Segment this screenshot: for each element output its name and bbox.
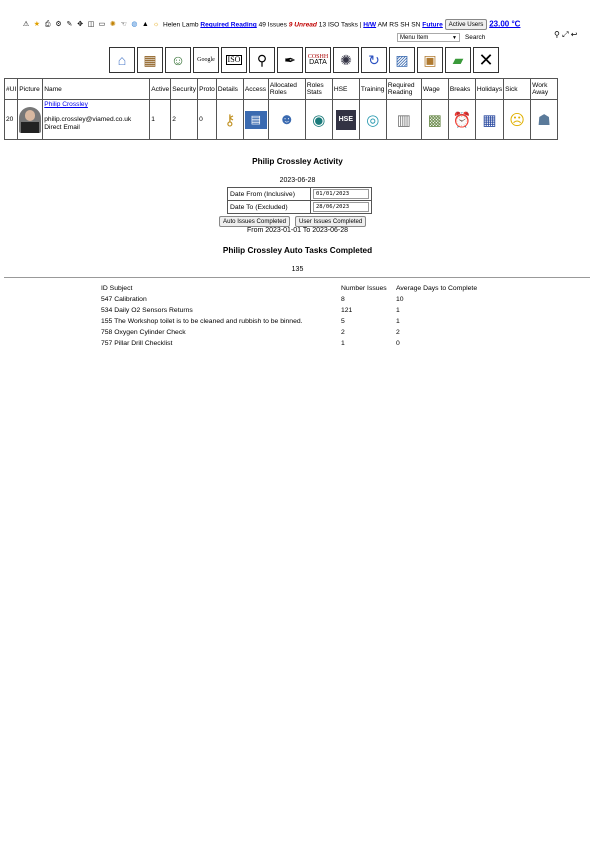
task-avg: 0 bbox=[396, 340, 400, 347]
move-icon[interactable]: ✥ bbox=[77, 20, 84, 28]
google-icon[interactable]: Google bbox=[193, 47, 219, 73]
roles-stats-icon[interactable]: ◉ bbox=[312, 111, 326, 129]
active-users-button[interactable]: Active Users bbox=[445, 19, 488, 30]
window-icon[interactable]: ◫ bbox=[87, 20, 95, 28]
holidays-icon[interactable]: ▦ bbox=[482, 111, 497, 129]
task-issues: 8 bbox=[341, 296, 345, 303]
menu-item-select[interactable] bbox=[397, 33, 460, 42]
divider bbox=[4, 277, 590, 278]
task-avg: 1 bbox=[396, 318, 400, 325]
table-header-row bbox=[5, 79, 558, 100]
security-value: 2 bbox=[171, 100, 198, 140]
col-header: Sick bbox=[504, 79, 531, 100]
user-name: Helen Lamb bbox=[162, 21, 199, 29]
right-tools bbox=[554, 30, 577, 40]
col-header: Breaks bbox=[448, 79, 475, 100]
warning-icon[interactable]: ⚠ bbox=[22, 20, 30, 28]
comment-icon[interactable]: ▭ bbox=[98, 20, 106, 28]
hse-icon[interactable]: HSE bbox=[336, 110, 356, 130]
col-header: Access bbox=[243, 79, 268, 100]
user-id: 20 bbox=[5, 100, 18, 140]
box-icon[interactable]: ▣ bbox=[417, 47, 443, 73]
work-away-icon[interactable]: ☗ bbox=[537, 111, 551, 129]
people-icon[interactable]: ☺ bbox=[165, 47, 191, 73]
staff-table bbox=[4, 78, 558, 140]
sun-icon[interactable]: ☼ bbox=[152, 20, 160, 28]
required-reading-link[interactable]: Required Reading bbox=[200, 21, 257, 29]
task-issues: 121 bbox=[341, 307, 353, 314]
chevron-down-icon: ▼ bbox=[452, 35, 457, 41]
required-reading-icon[interactable]: ▥ bbox=[396, 111, 411, 129]
coshh-icon[interactable]: COSHH DATA bbox=[305, 47, 331, 73]
activity-title: Philip Crossley Activity bbox=[252, 157, 343, 166]
table-row bbox=[5, 100, 558, 140]
range-summary: From 2023-01-01 To 2023-06-28 bbox=[246, 227, 349, 234]
temperature-link[interactable]: 23.00 °C bbox=[489, 19, 521, 29]
col-header: Active bbox=[150, 79, 171, 100]
col-header: Allocated Roles bbox=[268, 79, 305, 100]
date-to-label: Date To (Excluded) bbox=[228, 201, 311, 214]
top-status-bar bbox=[22, 19, 595, 31]
col-header: Security bbox=[171, 79, 198, 100]
tasks-count: 135 bbox=[291, 266, 304, 273]
hazard-icon[interactable]: ✺ bbox=[333, 47, 359, 73]
refresh-icon[interactable]: ↻ bbox=[361, 47, 387, 73]
task-issues: 1 bbox=[341, 340, 345, 347]
edit-icon[interactable]: ✎ bbox=[66, 20, 73, 28]
col-header: Details bbox=[216, 79, 243, 100]
training-icon[interactable]: ◎ bbox=[366, 111, 380, 129]
star-icon[interactable]: ★ bbox=[33, 20, 40, 28]
date-range-form bbox=[227, 187, 372, 214]
auto-issues-button[interactable]: Auto Issues Completed bbox=[219, 216, 290, 227]
col-header: Work Away bbox=[531, 79, 558, 100]
menu-select-value: Menu Item bbox=[400, 35, 429, 41]
task-avg: 1 bbox=[396, 307, 400, 314]
expand-icon[interactable]: ⤢ bbox=[562, 30, 569, 39]
task-avg: 2 bbox=[396, 329, 400, 336]
date-to-input[interactable]: 28/06/2023 bbox=[313, 202, 369, 212]
proto-value: 0 bbox=[198, 100, 217, 140]
allocated-roles-icon[interactable]: ☻ bbox=[278, 111, 295, 128]
chart-icon[interactable]: ▲ bbox=[141, 20, 149, 28]
book-icon[interactable]: ▰ bbox=[445, 47, 471, 73]
access-icon[interactable]: ▤ bbox=[245, 111, 267, 129]
col-header: Picture bbox=[18, 79, 43, 100]
col-header: #UI bbox=[5, 79, 18, 100]
direct-email[interactable]: Direct Email bbox=[44, 123, 80, 131]
close-icon[interactable]: ✕ bbox=[473, 47, 499, 73]
search-link[interactable]: Search bbox=[465, 34, 486, 41]
report-buttons bbox=[219, 216, 369, 227]
settings-icon[interactable]: ⚙ bbox=[55, 20, 62, 28]
col-header: Required Reading bbox=[386, 79, 421, 100]
col-header: Training bbox=[359, 79, 386, 100]
iso-tasks-count: 13 ISO Tasks bbox=[318, 21, 358, 29]
task-subject: 547 Calibration bbox=[101, 296, 147, 303]
avatar bbox=[19, 107, 41, 133]
iso-icon[interactable]: ISO bbox=[221, 47, 247, 73]
separator: | bbox=[359, 21, 362, 29]
details-icon[interactable]: ⚷ bbox=[224, 111, 236, 129]
col-header: Name bbox=[43, 79, 150, 100]
issues-count: 49 Issues bbox=[258, 21, 287, 29]
print-icon[interactable]: ⎙ bbox=[44, 20, 51, 28]
shift-codes: AM RS SH SN bbox=[377, 21, 421, 29]
task-issues: 2 bbox=[341, 329, 345, 336]
hand-icon[interactable]: ☜ bbox=[120, 20, 127, 28]
auto-tasks-title: Philip Crossley Auto Tasks Completed bbox=[222, 246, 373, 255]
home-icon[interactable]: ⌂ bbox=[109, 47, 135, 73]
task-subject: 757 Pillar Drill Checklist bbox=[101, 340, 173, 347]
user-email: philip.crossley@viamed.co.uk bbox=[44, 116, 132, 123]
wage-icon[interactable]: ▩ bbox=[427, 111, 442, 129]
gear-icon[interactable]: ✺ bbox=[109, 20, 116, 28]
date-from-label: Date From (Inclusive) bbox=[228, 188, 311, 201]
col-header-issues: Number Issues bbox=[341, 285, 387, 292]
image-icon[interactable]: ▨ bbox=[389, 47, 415, 73]
future-link[interactable]: Future bbox=[422, 21, 443, 29]
activity-date: 2023-06-28 bbox=[279, 177, 316, 184]
magnifier-icon[interactable]: ⚲ bbox=[249, 47, 275, 73]
icon-toolbar bbox=[109, 47, 501, 75]
task-avg: 10 bbox=[396, 296, 404, 303]
col-header: Roles Stats bbox=[305, 79, 332, 100]
user-issues-button[interactable]: User Issues Completed bbox=[295, 216, 366, 227]
hw-link[interactable]: H/W bbox=[363, 21, 377, 29]
task-subject: 155 The Workshop toilet is to be cleaned and rubbish to be binned. bbox=[101, 318, 303, 325]
globe-icon[interactable]: ◍ bbox=[131, 20, 138, 28]
col-header: HSE bbox=[332, 79, 359, 100]
user-name-link[interactable]: Philip Crossley bbox=[44, 101, 88, 108]
pen-icon[interactable]: ✒ bbox=[277, 47, 303, 73]
sick-icon[interactable]: ☹ bbox=[509, 111, 525, 129]
col-header-subject: ID Subject bbox=[101, 285, 133, 292]
col-header-avg: Average Days to Complete bbox=[396, 285, 478, 292]
col-header: Wage bbox=[421, 79, 448, 100]
date-from-input[interactable]: 01/01/2023 bbox=[313, 189, 369, 199]
back-icon[interactable]: ↩ bbox=[570, 30, 578, 39]
task-issues: 5 bbox=[341, 318, 345, 325]
task-subject: 534 Daily O2 Sensors Returns bbox=[101, 307, 193, 314]
unread-count[interactable]: 9 Unread bbox=[288, 21, 317, 29]
active-value: 1 bbox=[150, 100, 171, 140]
search-icon[interactable]: ⚲ bbox=[554, 30, 560, 39]
col-header: Proto bbox=[198, 79, 217, 100]
task-subject: 758 Oxygen Cylinder Check bbox=[101, 329, 186, 336]
col-header: Holidays bbox=[475, 79, 503, 100]
breaks-icon[interactable]: ⏰ bbox=[452, 111, 472, 129]
cabinet-icon[interactable]: ▦ bbox=[137, 47, 163, 73]
